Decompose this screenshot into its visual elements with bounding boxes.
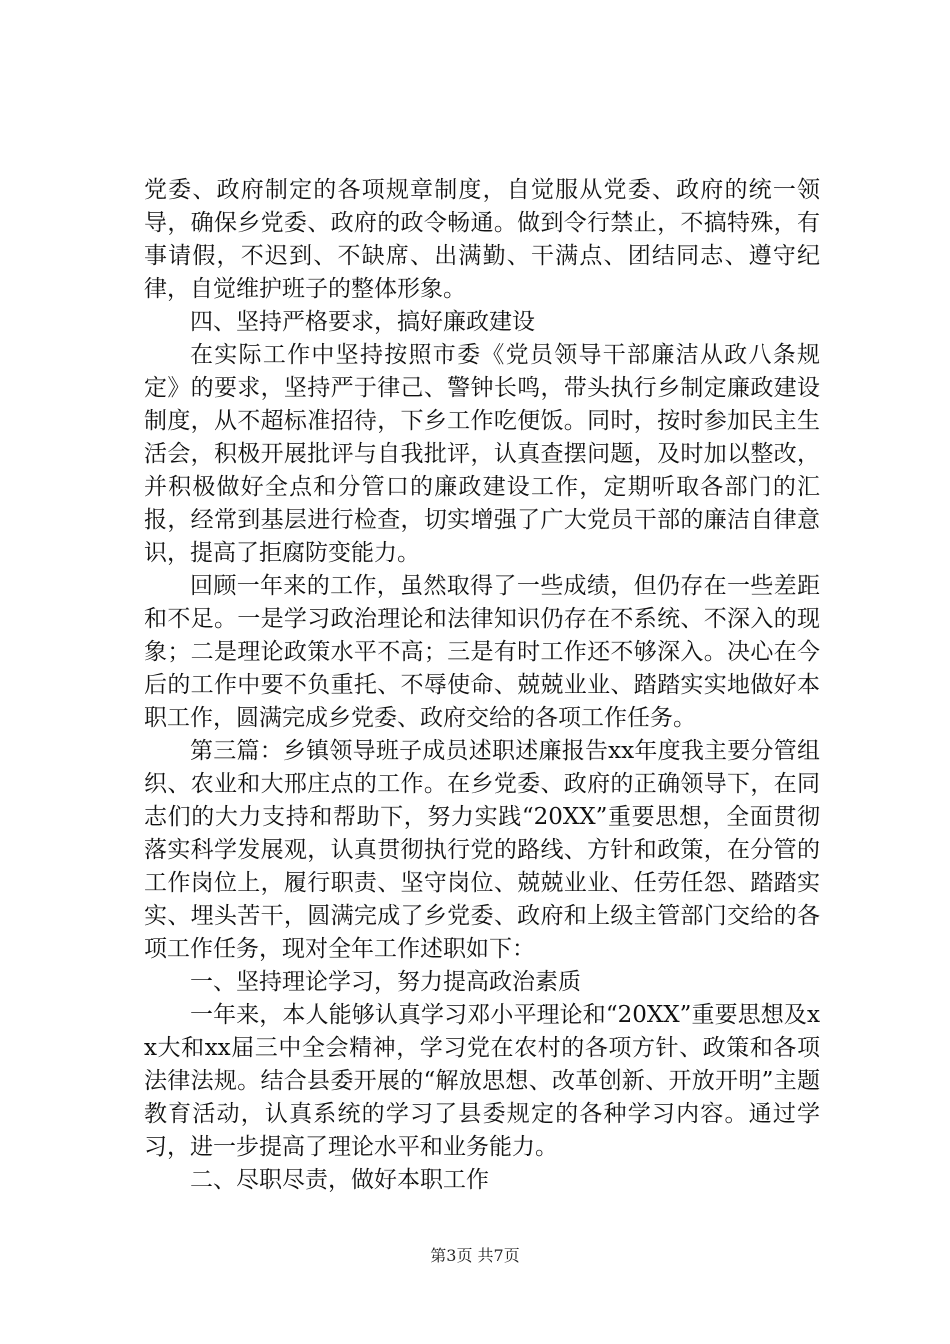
paragraph-third-article: 第三篇：乡镇领导班子成员述职述廉报告xx年度我主要分管组织、农业和大邢庄点的工作。在乡党委、政府的正确领导下，在同志们的大力支持和帮助下，努力实践“20XX”重要思想，全面贯彻落实科学发展观，认真贯彻执行党的路线、方针和政策，在分管的工作岗位上，履行职责、坚守岗位、兢兢业业、任劳任怨、踏踏实实、埋头苦干，圆满完成了乡党委、政府和上级主管部门交给的各项工作任务，现对全年工作述职如下： bbox=[144, 738, 820, 962]
paragraph: 一年来，本人能够认真学习邓小平理论和“20XX”重要思想及xx大和xx届三中全会精神，学习党在农村的各项方针、政策和各项法律法规。结合县委开展的“解放思想、改革创新、开放开明”主题教育活动，认真系统的学习了县委规定的各种学习内容。通过学习，进一步提高了理论水平和业务能力。 bbox=[144, 1002, 820, 1160]
section-heading-2: 二、尽职尽责，做好本职工作 bbox=[190, 1167, 489, 1193]
section-heading-1: 一、坚持理论学习，努力提高政治素质 bbox=[190, 969, 581, 995]
section-heading-4: 四、坚持严格要求，搞好廉政建设 bbox=[190, 309, 535, 335]
page-number-footer: 第3页 共7页 bbox=[430, 1246, 520, 1265]
paragraph: 回顾一年来的工作，虽然取得了一些成绩，但仍存在一些差距和不足。一是学习政治理论和法律知识仍存在不系统、不深入的现象；二是理论政策水平不高；三是有时工作还不够深入。决心在今后的工作中要不负重托、不辱使命、兢兢业业、踏踏实实地做好本职工作，圆满完成乡党委、政府交给的各项工作任务。 bbox=[144, 573, 820, 731]
paragraph-continuation: 党委、政府制定的各项规章制度，自觉服从党委、政府的统一领导，确保乡党委、政府的政令畅通。做到令行禁止，不搞特殊，有事请假，不迟到、不缺席、出满勤、干满点、团结同志、遵守纪律，自觉维护班子的整体形象。 bbox=[144, 177, 820, 302]
document-body bbox=[144, 174, 820, 1197]
paragraph: 在实际工作中坚持按照市委《党员领导干部廉洁从政八条规定》的要求，坚持严于律己、警钟长鸣，带头执行乡制定廉政建设制度，从不超标准招待，下乡工作吃便饭。同时，按时参加民主生活会，积极开展批评与自我批评，认真查摆问题，及时加以整改，并积极做好全点和分管口的廉政建设工作，定期听取各部门的汇报，经常到基层进行检查，切实增强了广大党员干部的廉洁自律意识，提高了拒腐防变能力。 bbox=[144, 342, 820, 566]
